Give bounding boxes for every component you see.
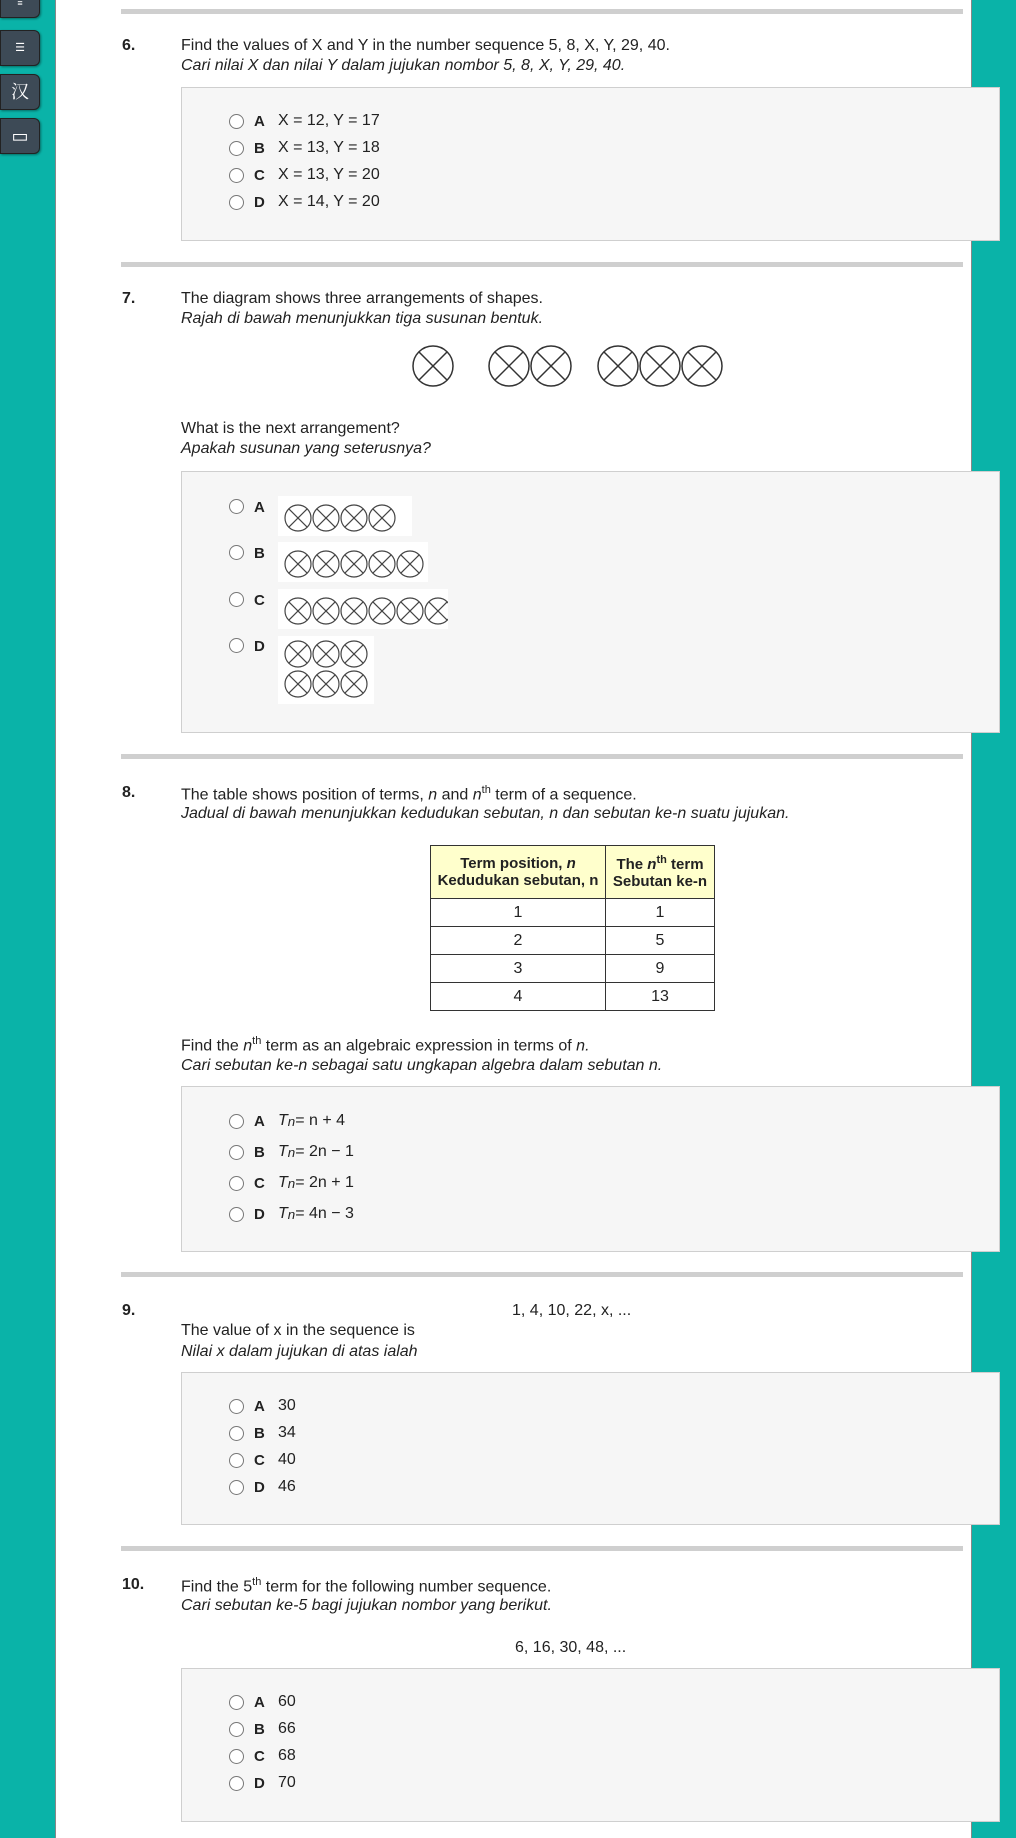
divider [121,9,963,14]
radio-button[interactable] [229,1114,244,1129]
options-box [181,87,1000,241]
radio-button[interactable] [229,1722,244,1737]
question-number: 6. [122,37,136,54]
options-box [181,471,1000,733]
table-row: 4 13 [431,983,715,1011]
formula-tool-button[interactable] [0,0,40,18]
option-b[interactable]: B 66 [229,1720,296,1738]
sub-question-en: Find the $n^{th}$ term as an algebraic expression in terms of n. [181,1035,590,1055]
radio-button[interactable] [229,499,244,514]
option-a[interactable]: A [229,499,412,536]
option-c[interactable]: C X = 13, Y = 20 [229,166,380,184]
crossed-circle-shape [313,551,339,577]
crossed-circle-shape [341,598,367,624]
radio-button[interactable] [229,1207,244,1222]
option-d[interactable]: D 70 [229,1774,296,1792]
option-c[interactable]: C T n = 2n + 1 [229,1174,354,1192]
crossed-circle-shape [313,505,339,531]
question-text-ms: Cari nilai X dan nilai Y dalam jujukan nombor 5, 8, X, Y, 29, 40. [181,57,626,74]
options-box [181,1086,1000,1252]
sequence-text: 6, 16, 30, 48, ... [515,1639,627,1656]
question-number: 10. [122,1576,145,1593]
crossed-circle-shape [397,598,423,624]
option-d[interactable]: D 46 [229,1478,296,1496]
sequence-text: 1, 4, 10, 22, x, ... [512,1302,632,1319]
crossed-circle-shape [285,598,311,624]
radio-button[interactable] [229,168,244,183]
translate-button[interactable] [0,74,40,110]
option-a-shapes [278,496,412,536]
crossed-circle-shape [313,598,339,624]
formula-icon: ≡ [17,0,23,8]
question-text-en: The table shows position of terms, n and $n^{th}$ term of a sequence. [181,784,637,804]
option-c-shapes [278,589,448,629]
radio-button[interactable] [229,1426,244,1441]
crossed-circle-shape [285,551,311,577]
radio-button[interactable] [229,1176,244,1191]
crossed-circle-shape [313,671,339,697]
table-row: 1 1 [431,899,715,927]
options-box [181,1668,1000,1822]
question-text-ms: Jadual di bawah menunjukkan kedudukan sebutan, n dan sebutan ke-n suatu jujukan. [181,805,790,822]
option-d[interactable]: D T n = 4n − 3 [229,1205,354,1223]
crossed-circle-shape [397,551,423,577]
table-header-term: The $n^{th}$ term Sebutan ke-n [606,846,715,899]
option-d-shapes [278,636,374,704]
crossed-circle-shape [313,641,339,667]
radio-button[interactable] [229,1480,244,1495]
whiteboard-button[interactable] [0,118,40,154]
sub-question-ms: Apakah susunan yang seterusnya? [181,440,431,457]
radio-button[interactable] [229,638,244,653]
radio-button[interactable] [229,114,244,129]
question-number: 7. [122,290,136,307]
question-panel [55,0,972,1838]
crossed-circle-shape [369,505,395,531]
options-box [181,1372,1000,1525]
question-text-en: The diagram shows three arrangements of shapes. [181,290,543,307]
crossed-circle-shape [341,671,367,697]
crossed-circle-shape [285,671,311,697]
table-row: 3 9 [431,955,715,983]
option-a[interactable]: A 30 [229,1397,296,1415]
radio-button[interactable] [229,545,244,560]
crossed-circle-shape [285,505,311,531]
option-c[interactable]: C [229,592,448,629]
sequence-table [430,845,715,1011]
crossed-circle-shape [341,551,367,577]
crossed-circle-shape [531,346,571,386]
question-number: 8. [122,784,136,801]
divider [121,1272,963,1277]
radio-button[interactable] [229,1453,244,1468]
crossed-circle-shape [341,641,367,667]
crossed-circle-shape [369,598,395,624]
crossed-circle-shape [425,598,448,624]
question-number: 9. [122,1302,136,1319]
radio-button[interactable] [229,592,244,607]
option-d[interactable]: D X = 14, Y = 20 [229,193,380,211]
crossed-circle-shape [341,505,367,531]
crossed-circle-shape [285,641,311,667]
question-text-ms: Nilai x dalam jujukan di atas ialah [181,1343,418,1360]
divider [121,754,963,759]
shape-arrangements-diagram [411,344,781,388]
option-c[interactable]: C 68 [229,1747,296,1765]
option-b[interactable]: B X = 13, Y = 18 [229,139,380,157]
crossed-circle-shape [489,346,529,386]
table-row: 2 5 [431,927,715,955]
option-a[interactable]: A 60 [229,1693,296,1711]
translate-icon: 汉 [11,82,29,102]
radio-button[interactable] [229,1776,244,1791]
crossed-circle-shape [682,346,722,386]
divider [121,1546,963,1551]
crossed-circle-shape [598,346,638,386]
option-c[interactable]: C 40 [229,1451,296,1469]
radio-button[interactable] [229,1749,244,1764]
question-text-ms: Cari sebutan ke-5 bagi jujukan nombor yang berikut. [181,1597,552,1614]
table-header-position: Term position, n Kedudukan sebutan, n [431,846,606,899]
math-keyboard-icon: ☰ [15,41,25,54]
question-text-en: The value of x in the sequence is [181,1322,415,1339]
divider [121,262,963,267]
radio-button[interactable] [229,1399,244,1414]
option-a[interactable]: A X = 12, Y = 17 [229,112,380,130]
radio-button[interactable] [229,141,244,156]
question-text-en: Find the 5th term for the following number sequence. [181,1576,552,1596]
question-text-ms: Rajah di bawah menunjukkan tiga susunan bentuk. [181,310,544,327]
radio-button[interactable] [229,1695,244,1710]
crossed-circle-shape [640,346,680,386]
option-b[interactable]: B T n = 2n − 1 [229,1143,354,1161]
option-d[interactable]: D [229,638,374,704]
radio-button[interactable] [229,1145,244,1160]
math-keyboard-button[interactable] [0,30,40,66]
whiteboard-icon: ▭ [11,126,29,146]
crossed-circle-shape [413,346,453,386]
crossed-circle-shape [369,551,395,577]
sub-question-ms: Cari sebutan ke-n sebagai satu ungkapan algebra dalam sebutan n. [181,1057,663,1074]
option-b[interactable]: B [229,545,428,582]
option-b[interactable]: B 34 [229,1424,296,1442]
sub-question-en: What is the next arrangement? [181,420,400,437]
option-b-shapes [278,542,428,582]
radio-button[interactable] [229,195,244,210]
option-a[interactable]: A T n = n + 4 [229,1112,345,1130]
question-text-en: Find the values of X and Y in the number sequence 5, 8, X, Y, 29, 40. [181,37,670,54]
